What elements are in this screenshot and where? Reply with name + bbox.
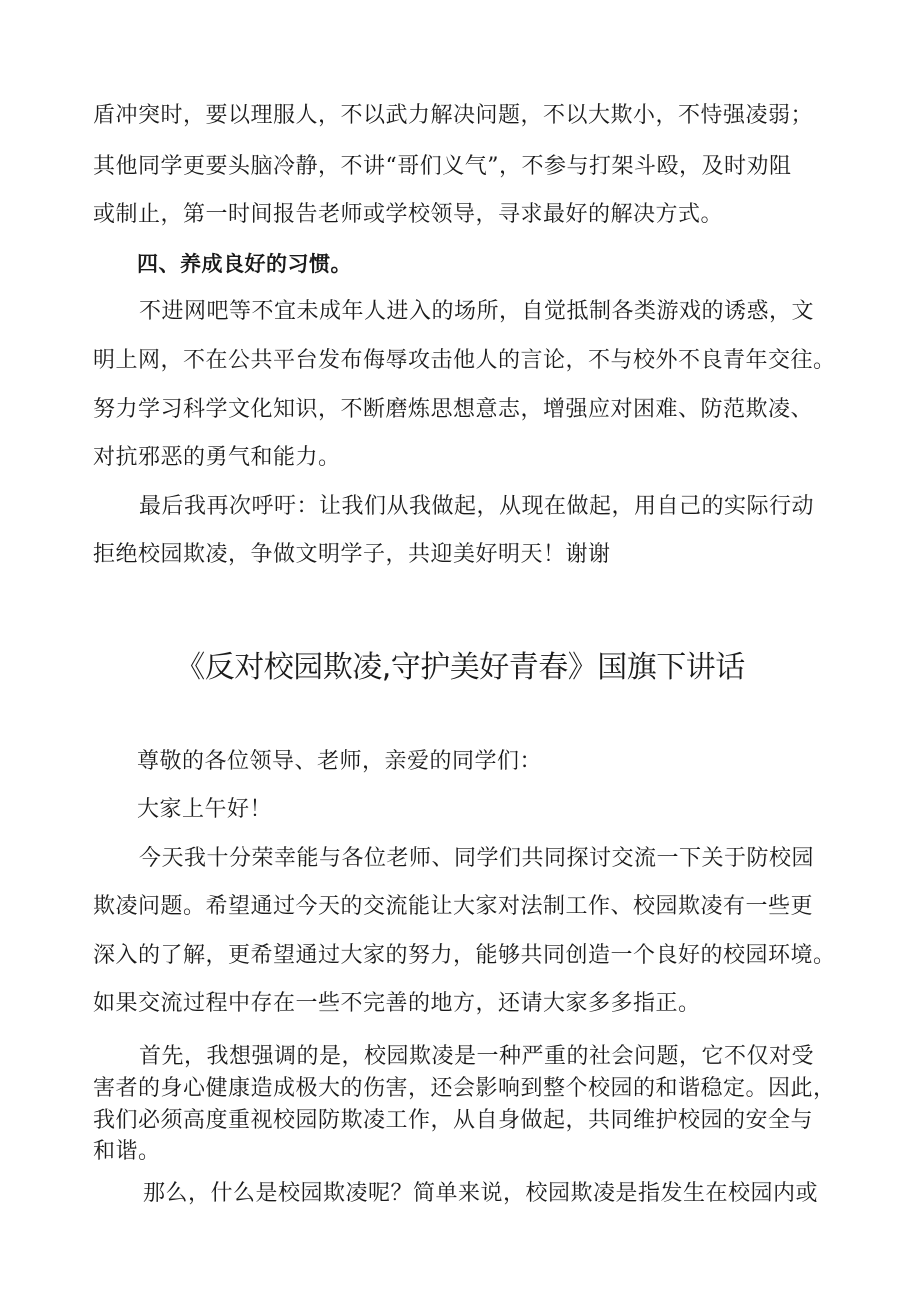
paragraph-line: 首先，我想强调的是，校园欺凌是一种严重的社会问题，它不仅对受 [139, 1044, 815, 1069]
paragraph-line: 深入的了解，更希望通过大家的努力，能够共同创造一个良好的校园环境。 [93, 943, 836, 968]
paragraph-line: 努力学习科学文化知识，不断磨炼思想意志，增强应对困难、防范欺凌、 [93, 397, 814, 422]
greeting: 大家上午好！ [137, 797, 273, 822]
speech-title: 《反对校园欺凌,守护美好青春》国旗下讲话 [175, 650, 745, 685]
paragraph-line: 明上网，不在公共平台发布侮辱攻击他人的言论，不与校外不良青年交往。 [93, 348, 836, 373]
paragraph-line: 盾冲突时，要以理服人，不以武力解决问题，不以大欺小，不恃强凌弱； [93, 103, 814, 128]
paragraph-line: 最后我再次呼吁：让我们从我做起，从现在做起，用自己的实际行动 [139, 494, 815, 519]
paragraph-line: 不进网吧等不宜未成年人进入的场所，自觉抵制各类游戏的诱惑，文 [139, 299, 815, 324]
paragraph-line: 害者的身心健康造成极大的伤害，还会影响到整个校园的和谐稳定。因此， [93, 1076, 836, 1101]
paragraph-line: 拒绝校园欺凌，争做文明学子，共迎美好明天！谢谢 [93, 542, 611, 567]
section-heading: 四、养成良好的习惯。 [137, 252, 352, 276]
paragraph-line: 今天我十分荣幸能与各位老师、同学们共同探讨交流一下关于防校园 [139, 846, 815, 871]
paragraph-line: 那么，什么是校园欺凌呢？简单来说，校园欺凌是指发生在校园内或 [143, 1181, 819, 1206]
paragraph-line: 其他同学更要头脑冷静，不讲“哥们义气”，不参与打架斗殴，及时劝阻 [93, 154, 792, 179]
salutation: 尊敬的各位领导、老师，亲爱的同学们： [137, 749, 543, 774]
paragraph-line: 或制止，第一时间报告老师或学校领导，寻求最好的解决方式。 [93, 202, 724, 227]
paragraph-line: 和谐。 [93, 1139, 161, 1164]
paragraph-line: 欺凌问题。希望通过今天的交流能让大家对法制工作、校园欺凌有一些更 [93, 894, 814, 919]
paragraph-line: 对抗邪恶的勇气和能力。 [93, 445, 341, 470]
paragraph-line: 如果交流过程中存在一些不完善的地方，还请大家多多指正。 [93, 991, 701, 1016]
paragraph-line: 我们必须高度重视校园防欺凌工作，从自身做起，共同维护校园的安全与 [93, 1108, 814, 1133]
